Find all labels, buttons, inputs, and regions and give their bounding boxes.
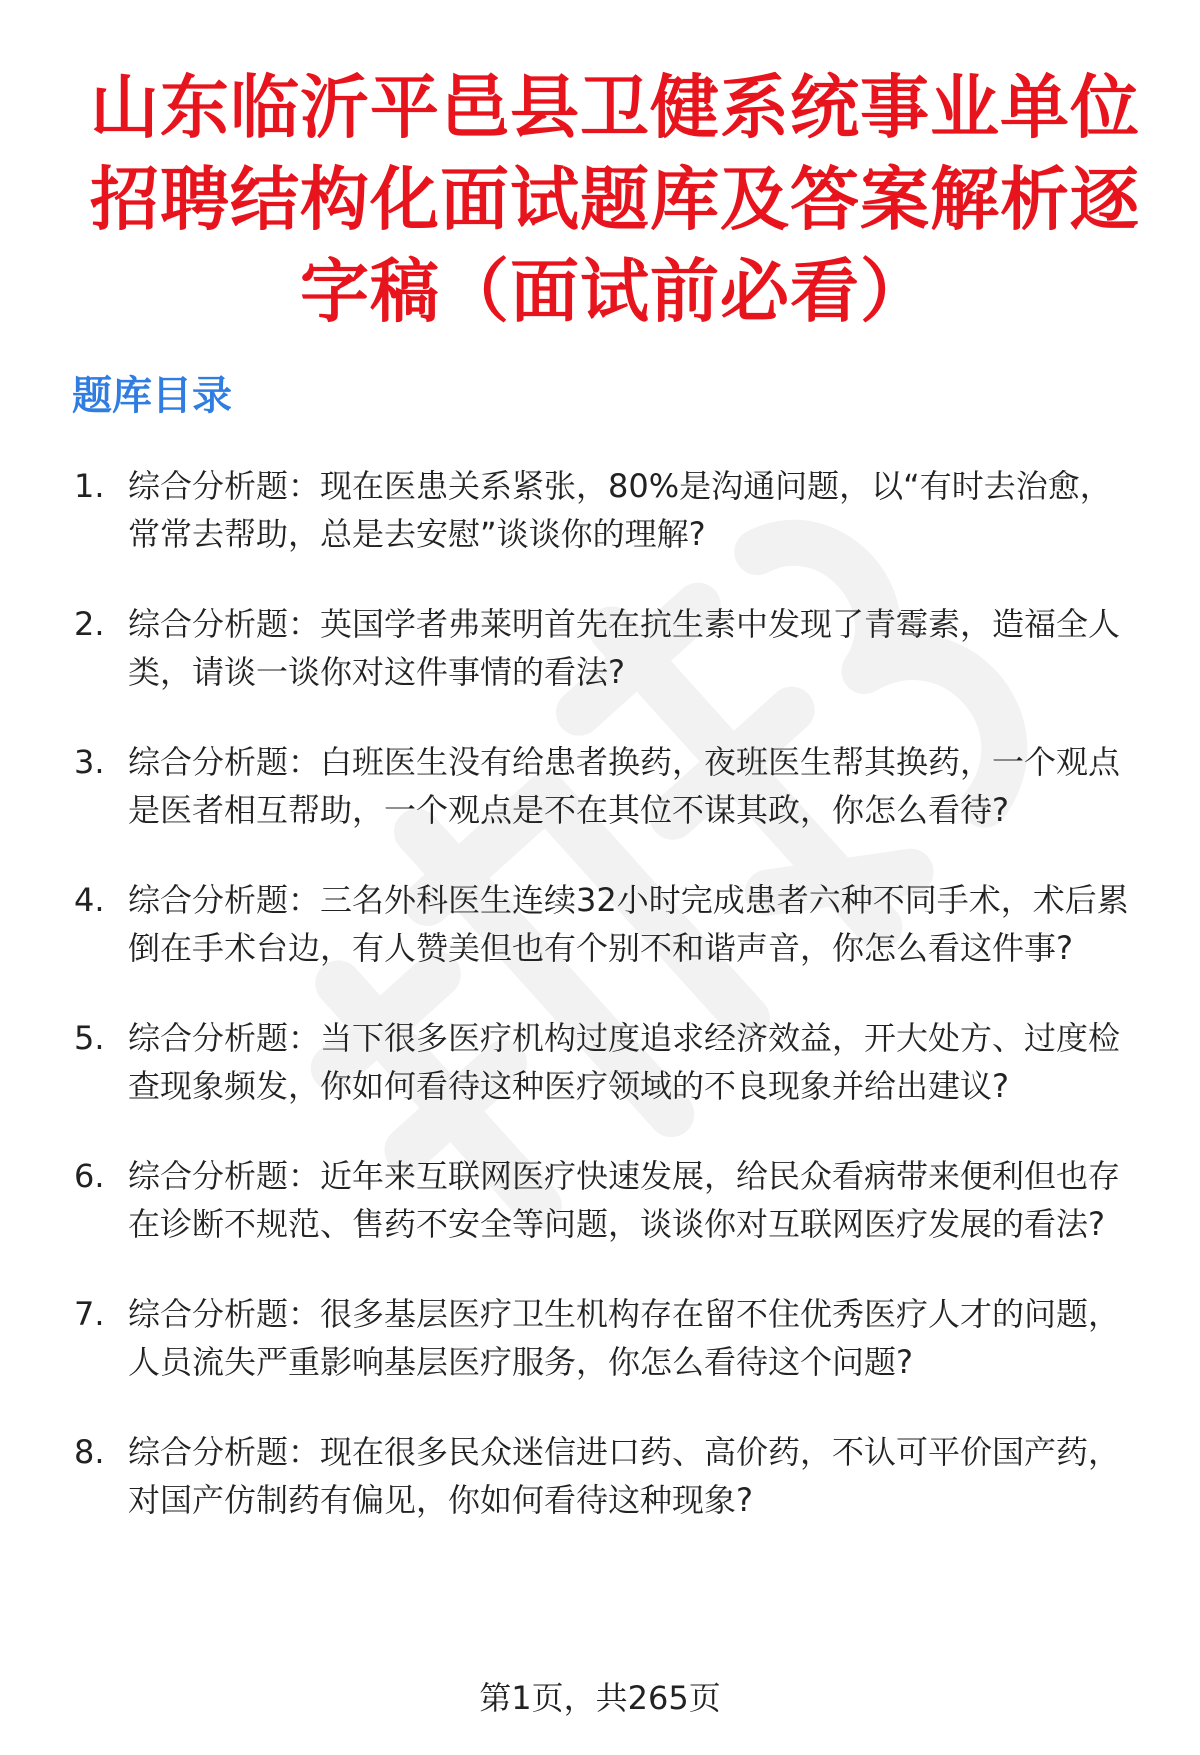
toc-item-number: 3. <box>74 743 105 781</box>
page-footer: 第1页，共265页 <box>479 1679 721 1717</box>
document-title: 山东临沂平邑县卫健系统事业单位招聘结构化面试题库及答案解析逐字稿（面试前必看） <box>90 68 1140 332</box>
toc-item-text: 综合分析题：现在很多民众迷信进口药、高价药，不认可平价国产药，对国产仿制药有偏见，你如何看待这种现象? <box>128 1433 1121 1519</box>
toc-item-text: 综合分析题：白班医生没有给患者换药，夜班医生帮其换药，一个观点是医者相互帮助，一个观点是不在其位不谋其政，你怎么看待? <box>128 743 1121 829</box>
toc-item-text: 综合分析题：现在医患关系紧张，80%是沟通问题，以“有时去治愈，常常去帮助，总是去安慰”谈谈你的理解? <box>128 467 1112 553</box>
toc-item-number: 8. <box>74 1433 105 1471</box>
toc-item-7[interactable] <box>0 1290 1200 1386</box>
toc-list <box>0 462 1200 1566</box>
toc-item-3[interactable] <box>0 738 1200 834</box>
toc-item-number: 1. <box>74 467 105 505</box>
toc-item-8[interactable] <box>0 1428 1200 1524</box>
toc-item-2[interactable] <box>0 600 1200 696</box>
toc-item-number: 6. <box>74 1157 105 1195</box>
toc-item-6[interactable] <box>0 1152 1200 1248</box>
toc-item-5[interactable] <box>0 1014 1200 1110</box>
toc-item-4[interactable] <box>0 876 1200 972</box>
toc-item-number: 5. <box>74 1019 105 1057</box>
toc-item-text: 综合分析题：近年来互联网医疗快速发展，给民众看病带来便利但也存在诊断不规范、售药不安全等问题，谈谈你对互联网医疗发展的看法? <box>128 1157 1121 1243</box>
toc-item-number: 4. <box>74 881 105 919</box>
toc-heading: 题库目录 <box>72 373 232 419</box>
toc-item-text: 综合分析题：英国学者弗莱明首先在抗生素中发现了青霉素，造福全人类，请谈一谈你对这件事情的看法? <box>128 605 1121 691</box>
toc-item-text: 综合分析题：三名外科医生连续32小时完成患者六种不同手术，术后累倒在手术台边，有人赞美但也有个别不和谐声音，你怎么看这件事? <box>128 881 1129 967</box>
toc-item-1[interactable] <box>0 462 1200 558</box>
toc-item-text: 综合分析题：很多基层医疗卫生机构存在留不住优秀医疗人才的问题，人员流失严重影响基层医疗服务，你怎么看待这个问题? <box>128 1295 1121 1381</box>
toc-item-number: 2. <box>74 605 105 643</box>
toc-item-text: 综合分析题：当下很多医疗机构过度追求经济效益，开大处方、过度检查现象频发，你如何看待这种医疗领域的不良现象并给出建议? <box>128 1019 1121 1105</box>
toc-item-number: 7. <box>74 1295 105 1333</box>
